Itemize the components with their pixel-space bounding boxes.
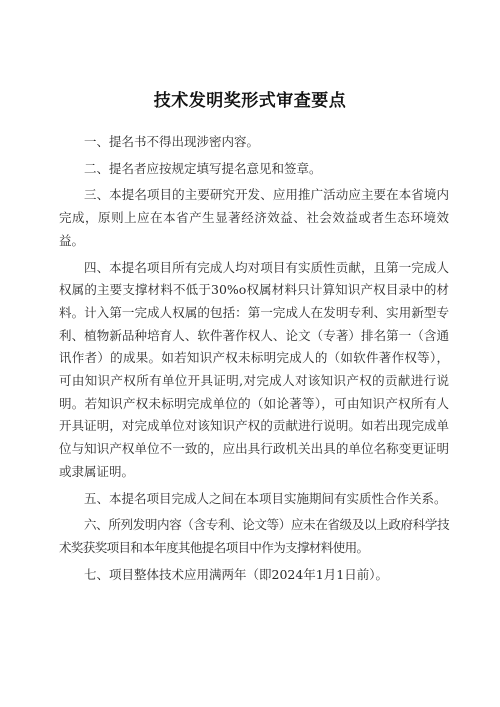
page-title: 技术发明奖形式审查要点 [153,91,347,111]
paragraph-4: 四、本提名项目所有完成人均对项目有实质性贡献，且第一完成人权属的主要支撑材料不低于30%o权属材料只计算知识产权目录中的材料。计入第一完成人权属的包括：第一完成人在发明专利、实用新型专利、植物新品种培育人、软件著作权人、论文（专著）排名第一（含通讯作者）的成果。如若知识产权未标明完成人的（如软件著作权等），可由知识产权所有单位开具证明,对完成人对该知识产权的贡献进行说明。若知识产权未标明完成单位的（如论著等），可由知识产权所有人开具证明，对完成单位对该知识产权的贡献进行说明。如若出现完成单位与知识产权单位不一致的，应出具行政机关出具的单位名称变更证明或隶属证明。 [59,259,449,479]
paragraph-3: 三、本提名项目的主要研究开发、应用推广活动应主要在本省境内完成，原则上应在本省产生显著经济效益、社会效益或者生态环境效益。 [59,187,449,248]
document-body [59,131,449,586]
paragraph-2: 二、提名者应按规定填写提名意见和签章。 [84,160,322,176]
paragraph-1: 一、提名书不得出现涉密内容。 [84,134,260,149]
paragraph-7: 七、项目整体技术应用满两年（即2024年1月1日前）。 [84,566,388,582]
paragraph-6: 六、所列发明内容（含专利、论文等）应未在省级及以上政府科学技术奖获奖项目和本年度其他提名项目中作为支撑材料使用。 [59,517,449,555]
paragraph-5: 五、本提名项目完成人之间在本项目实施期间有实质性合作关系。 [84,490,447,506]
